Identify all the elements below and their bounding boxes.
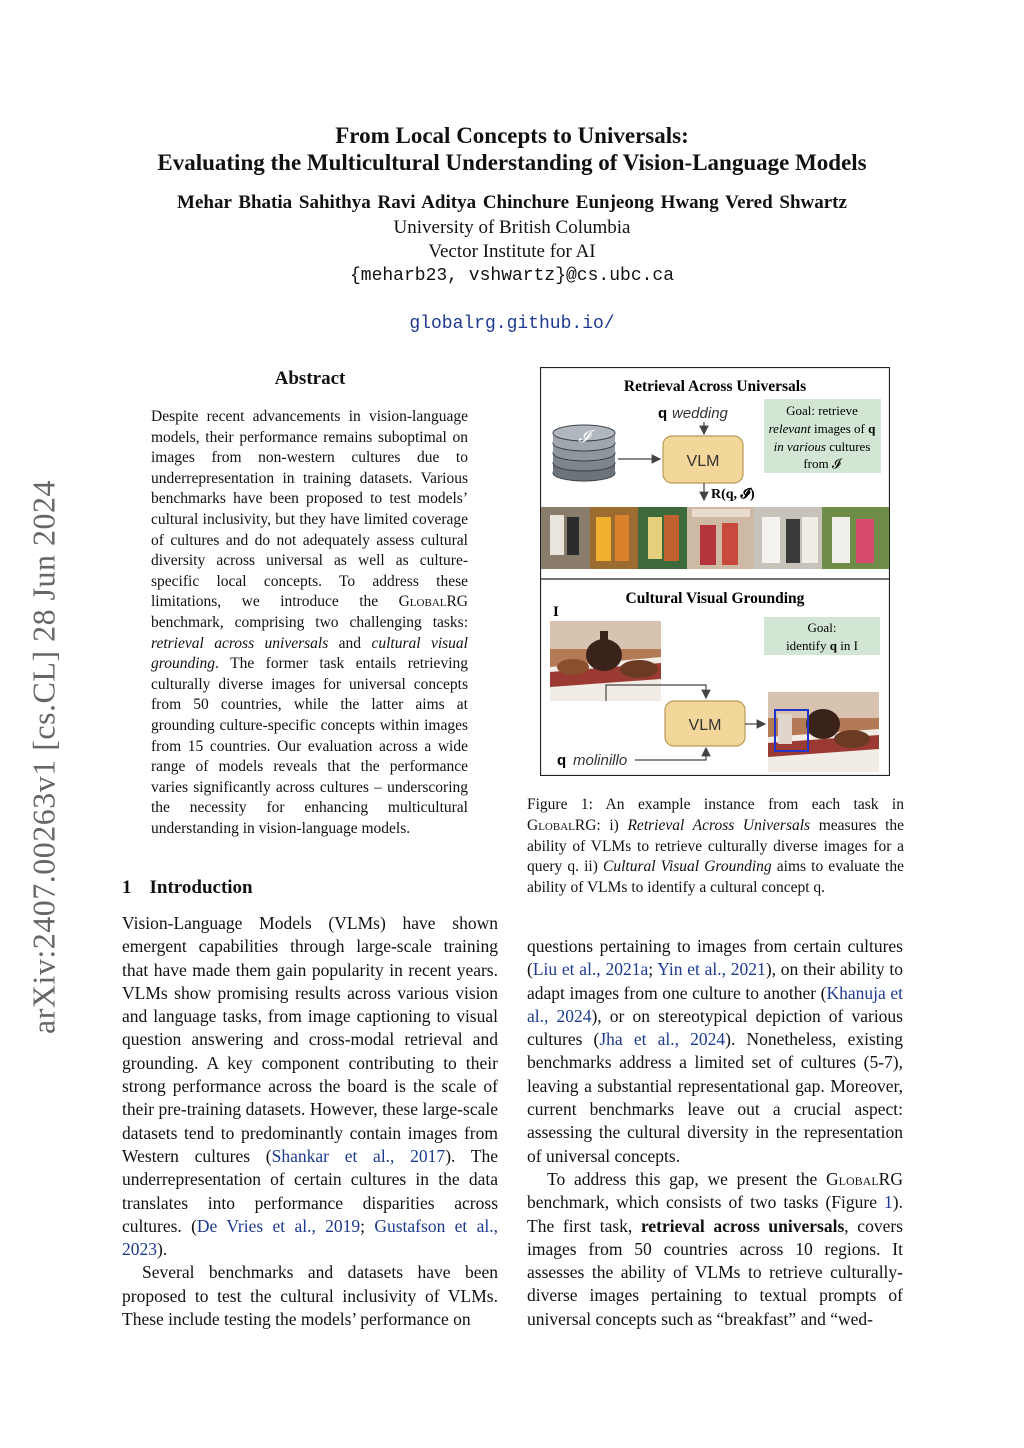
- body-text: benchmark, which consists of two tasks (Figure: [527, 1192, 885, 1213]
- citation-link[interactable]: Jha et al., 2024: [599, 1029, 726, 1050]
- figure-1-diagram: [540, 367, 890, 776]
- citation-link[interactable]: Gustafson et al., 2023: [122, 1215, 498, 1260]
- caption-text: aims to evaluate the ability of VLMs to identify a cultural concept q.: [527, 858, 904, 897]
- figure-caption: [527, 795, 904, 899]
- task-name-bold: retrieval across universals: [640, 1215, 845, 1236]
- query-symbol: q: [557, 752, 567, 769]
- goal-line: Goal: retrieve: [786, 403, 858, 418]
- caption-text: : i): [596, 816, 628, 834]
- body-text: questions pertaining to images from certain cultures (: [527, 936, 903, 980]
- caption-text: Figure 1: An example instance from each task in: [527, 796, 904, 813]
- input-image-symbol: I: [553, 604, 559, 620]
- task-name-grounding: Cultural Visual Grounding: [603, 858, 772, 876]
- abstract-text: benchmark, comprising two challenging tasks:: [151, 613, 468, 631]
- citation-link[interactable]: Yin et al., 2021: [657, 959, 766, 980]
- citation-link[interactable]: De Vries et al., 2019: [196, 1215, 361, 1236]
- figure-reference-link[interactable]: 1: [884, 1192, 893, 1213]
- retrieval-output-label: R(q, 𝓘): [711, 487, 755, 502]
- benchmark-name: GlobalRG: [527, 816, 597, 834]
- body-text: To address this gap, we present the: [547, 1168, 827, 1189]
- body-text: Vision-Language Models (VLMs) have shown emergent capabilities through large-scale training that have made them gain popularity in recent years. VLMs show promising results across various vision and language tasks, from image captioning to visual question answering and cross-modal retrieval and grounding. A key component contributing to their strong performance across the board is the scale of their pre-training datasets. However, these large-scale datasets tend to predominantly contain images from Western cultures (: [122, 913, 498, 1166]
- goal-line: in various cultures: [773, 439, 871, 454]
- query-word-molinillo: molinillo: [573, 752, 628, 769]
- benchmark-name: GlobalRG: [398, 593, 468, 611]
- collection-symbol: 𝓘: [578, 427, 590, 447]
- citation-link[interactable]: Liu et al., 2021a: [532, 959, 649, 980]
- task-name-grounding: cultural visual grounding: [151, 634, 468, 673]
- body-text: ).: [157, 1239, 168, 1260]
- intro-left-column: [122, 912, 498, 1331]
- intro-paragraph-3: [527, 935, 903, 1168]
- citation-link[interactable]: Shankar et al., 2017: [271, 1145, 446, 1166]
- body-text: ). The first task,: [527, 1192, 903, 1236]
- abstract-text: Despite recent advancements in vision-language models, their performance remains suboptimal on images from non-western cultures due to underrepresentation in training datasets. Various benchmarks have been proposed to test models’ cultural inclusivity, but they have limited coverage of cultures and do not adequately assess cultural diversity across universal as well as culture-specific local concepts. To address these limitations, we introduce the: [151, 408, 468, 611]
- abstract-heading: Abstract: [274, 368, 346, 389]
- intro-right-column: [527, 935, 903, 1331]
- task-name-retrieval: Retrieval Across Universals: [627, 816, 811, 834]
- image-collection-icon: [553, 425, 615, 481]
- task-name-retrieval: retrieval across universals: [151, 634, 329, 652]
- title-line-1: From Local Concepts to Universals:: [335, 123, 689, 148]
- abstract-text: . The former task entails retrieving culturally diverse images for universal concepts from 50 countries, while the latter aims at grounding culture-specific concepts within images from 15 countries. Our evaluation across a wide range of models reveals that the performance varies significantly across cultures – underscoring the necessity for enhancing multicultural understanding in vision-language models.: [151, 655, 468, 837]
- vlm-label: VLM: [686, 453, 720, 470]
- paper-title: [100, 122, 924, 176]
- intro-paragraph-4: [527, 1168, 903, 1331]
- body-text: ), on their ability to adapt images from one culture to another (: [527, 959, 903, 1003]
- grounding-panel-title: Cultural Visual Grounding: [625, 590, 805, 607]
- body-text: ). Nonetheless, existing benchmarks address a limited set of cultures (5-7), leaving a substantial representational gap. Moreover, current benchmarks leave out a crucial aspect: assessing the cultural diversity in the representation of universal concepts.: [527, 1029, 903, 1166]
- goal-line: identify q in I: [786, 638, 858, 653]
- citation-link[interactable]: Khanuja et al., 2024: [527, 982, 903, 1026]
- query-symbol: q: [658, 405, 668, 422]
- retrieval-panel-title: Retrieval Across Universals: [623, 378, 807, 395]
- citation-separator: ;: [360, 1215, 375, 1236]
- goal-line: from 𝓘: [803, 456, 841, 471]
- arxiv-identifier: arXiv:2407.00263v1 [cs.CL] 28 Jun 2024: [25, 479, 62, 1035]
- section-title: Introduction: [149, 877, 253, 898]
- author-list: Mehar Bhatia Sahithya Ravi Aditya Chinchure Eunjeong Hwang Vered Shwartz: [177, 192, 847, 213]
- benchmark-name: GlobalRG: [826, 1168, 903, 1189]
- body-text: ). The underrepresentation of certain cultures in the data translates into performance disparities across cultures. (: [122, 1145, 499, 1236]
- abstract-body: [151, 407, 468, 839]
- abstract-text: and: [328, 634, 372, 652]
- affiliation-ubc: University of British Columbia: [393, 217, 631, 238]
- project-url-link[interactable]: globalrg.github.io/: [409, 314, 615, 334]
- query-word-wedding: wedding: [672, 405, 728, 422]
- citation-separator: ;: [648, 959, 658, 980]
- goal-line: relevant images of q: [768, 421, 876, 436]
- caption-text: measures the ability of VLMs to retrieve culturally diverse images for a query q. ii): [527, 816, 905, 876]
- goal-line: Goal:: [807, 620, 837, 635]
- intro-paragraph-1: [122, 912, 498, 1261]
- output-image-grounded: [768, 692, 879, 772]
- affiliation-vector: Vector Institute for AI: [428, 241, 596, 262]
- query-to-vlm-arrow: [635, 748, 706, 760]
- contact-email: {meharb23, vshwartz}@cs.ubc.ca: [349, 266, 675, 286]
- intro-paragraph-2: Several benchmarks and datasets have been proposed to test the cultural inclusivity of VLMs. These include testing the models’ performance on: [122, 1262, 498, 1330]
- wedding-photo-strip: [541, 507, 889, 569]
- body-text: , covers images from 50 countries across 10 regions. It assesses the ability of VLMs to retrieve culturally-diverse images pertaining to textual prompts of universal concepts such as “breakfast” and “wed-: [527, 1215, 903, 1329]
- section-number: 1: [122, 877, 132, 898]
- title-line-2: Evaluating the Multicultural Understanding of Vision-Language Models: [157, 150, 867, 175]
- body-text: ), or on stereotypical depiction of various cultures (: [527, 1005, 903, 1050]
- section-heading-introduction: [122, 877, 253, 899]
- vlm-label: VLM: [688, 717, 722, 734]
